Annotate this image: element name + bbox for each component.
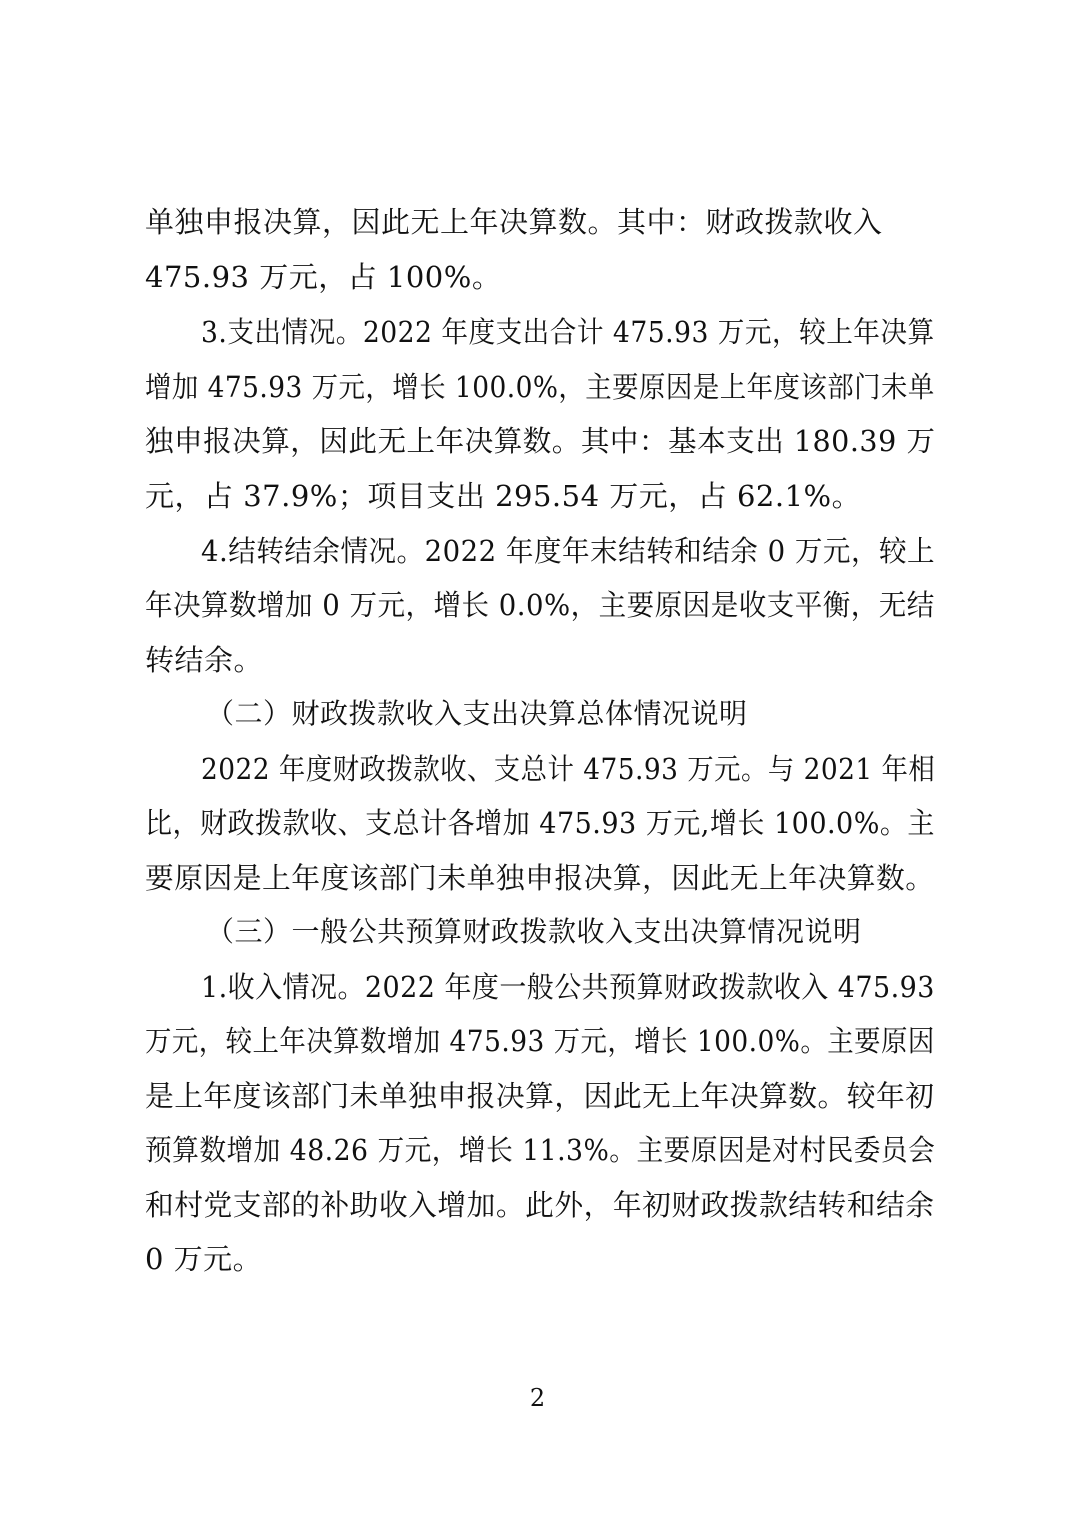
- body-text-line: 4.结转结余情况。2022 年度年末结转和结余 0 万元，较上: [201, 534, 936, 568]
- body-text-line: 3.支出情况。2022 年度支出合计 475.93 万元，较上年决算: [201, 315, 935, 349]
- body-text-line: 万元，较上年决算数增加 475.93 万元，增长 100.0%。主要原因: [145, 1024, 935, 1058]
- body-text-line: 转结余。: [145, 643, 264, 677]
- body-text-line: 元，占 37.9%；项目支出 295.54 万元，占 62.1%。: [145, 479, 862, 513]
- body-text-line: 独申报决算，因此无上年决算数。其中：基本支出 180.39 万: [145, 424, 936, 458]
- body-text-line: 0 万元。: [145, 1242, 263, 1276]
- body-text-line: 2022 年度财政拨款收、支总计 475.93 万元。与 2021 年相: [201, 752, 936, 786]
- section-heading: （三）一般公共预算财政拨款收入支出决算情况说明: [206, 915, 862, 948]
- body-text-line: 比，财政拨款收、支总计各增加 475.93 万元,增长 100.0%。主: [145, 806, 935, 840]
- body-text-line: 年决算数增加 0 万元，增长 0.0%，主要原因是收支平衡，无结: [145, 588, 935, 622]
- body-text-line: 单独申报决算，因此无上年决算数。其中：财政拨款收入: [145, 205, 883, 239]
- body-text-line: 增加 475.93 万元，增长 100.0%，主要原因是上年度该部门未单: [145, 370, 935, 404]
- page-number: 2: [529, 1384, 546, 1412]
- body-text-line: 和村党支部的补助收入增加。此外，年初财政拨款结转和结余: [145, 1188, 935, 1222]
- body-text-line: 1.收入情况。2022 年度一般公共预算财政拨款收入 475.93: [201, 970, 935, 1004]
- body-text-line: 预算数增加 48.26 万元，增长 11.3%。主要原因是对村民委员会: [145, 1133, 936, 1167]
- body-text-line: 是上年度该部门未单独申报决算，因此无上年决算数。较年初: [145, 1079, 935, 1113]
- body-text-line: 475.93 万元，占 100%。: [145, 260, 502, 294]
- body-text-line: 要原因是上年度该部门未单独申报决算，因此无上年决算数。: [145, 861, 935, 895]
- section-heading: （二）财政拨款收入支出决算总体情况说明: [206, 697, 748, 730]
